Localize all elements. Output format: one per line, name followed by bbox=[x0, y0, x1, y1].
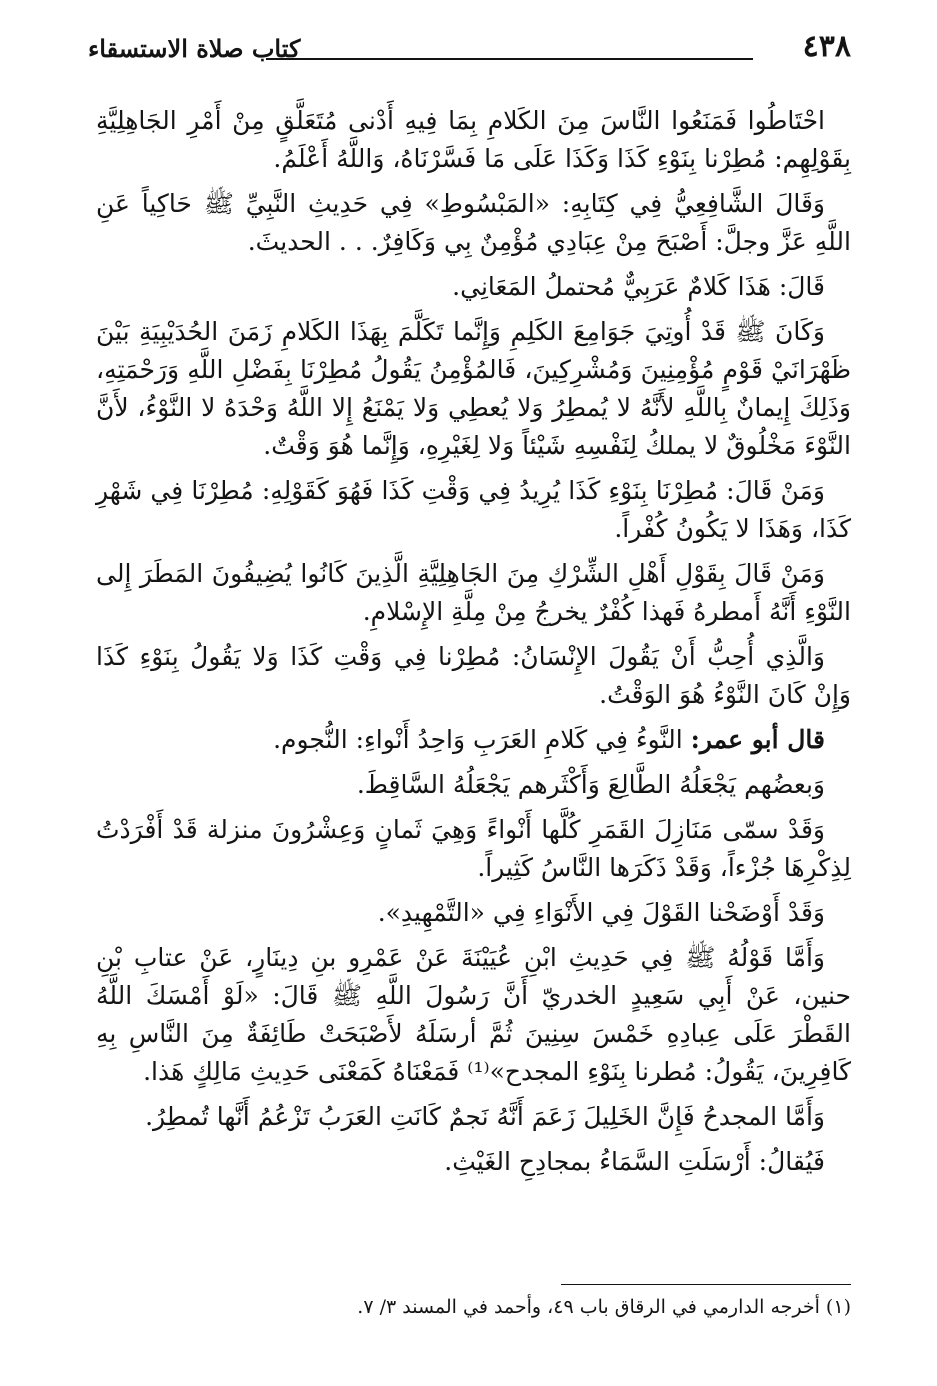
paragraph: فَيُقالُ: أَرْسَلَتِ السَّمَاءُ بمجادِحِ الغَيْثِ. bbox=[444, 1147, 825, 1176]
main-text bbox=[96, 102, 851, 1188]
paragraph: وَكَانَ ﷺ قَدْ أُوتِيَ جَوَامِعَ الكَلِمِ وَإِنَّما تَكَلَّمَ بِهَذَا الكَلامِ زَمَنَ الحُدَيْبِيَةِ بَيْنَ ظَهْرَانَيْ قَوْمٍ مُؤْمِنِينَ وَمُشْرِكِينَ، فَالمُؤْمِنُ يَقُولُ مُطِرْنَا بِفَضْلِ اللَّهِ وَرَحْمَتِهِ، وَذَلِكَ إِيمانٌ بِاللَّهِ لأَنَّهُ لا يُمطِرُ وَلا يُعطِي وَلا يَمْنَعُ إِلا اللَّهُ وَحْدَهُ لا النَّوْءُ، لأَنَّ النَّوْءَ مَخْلُوقٌ لا يملكُ لِنَفْسِهِ شَيْئاً وَلا لِغَيْرِهِ، وَإِنَّما هُوَ وَقْتٌ. bbox=[96, 317, 851, 460]
paragraph: وَقَدْ سمّى مَنَازِلَ القَمَرِ كُلَّها أَنْواءً وَهِيَ ثَمانٍ وَعِشْرُونَ منزلة قَدْ أَفْرَدْتُ لِذِكْرِهَا جُزْءاً، وَقَدْ ذَكَرَها النَّاسُ كَثِيراً. bbox=[96, 815, 851, 882]
abu-umar-paragraph bbox=[96, 721, 851, 759]
page-number: ٤٣٨ bbox=[802, 29, 851, 64]
paragraph: وَأَمَّا المجدحُ فَإِنَّ الخَلِيلَ زَعَمَ أَنَّهُ نَجمٌ كَانَتِ العَرَبُ تَزْعُمُ أَنَّها تُمطِرُ. bbox=[145, 1102, 825, 1131]
running-title: كتاب صلاة الاستسقاء bbox=[88, 34, 301, 63]
paragraph: وَمَنْ قَالَ: مُطِرْنَا بِنَوْءِ كَذَا يُرِيدُ فِي وَقْتِ كَذَا فَهُوَ كَقَوْلِهِ: مُطِرْنَا فِي شَهْرِ كَذَا، وَهَذَا لا يَكُونُ كُفْراً. bbox=[96, 476, 851, 543]
paragraph: وَمَنْ قَالَ بِقَوْلِ أَهْلِ الشِّرْكِ مِنَ الجَاهِلِيَّةِ الَّذِينَ كَانُوا يُضِيفُونَ المَطَرَ إِلى النَّوْءِ أَنَّهُ أَمطرهُ فَهذا كُفْرٌ يخرجُ مِنْ مِلَّةِ الإِسْلامِ. bbox=[96, 559, 851, 626]
paragraph: وَقَالَ الشَّافِعِيُّ فِي كِتَابِهِ: «المَبْسُوطِ» فِي حَدِيثِ النَّبِيِّ ﷺ حَاكِياً عَنِ اللَّهِ عَزَّ وجلَّ: أَصْبَحَ مِنْ عِبَادِي مُؤْمِنٌ بِي وَكَافِرٌ. . . الحديثَ. bbox=[96, 189, 851, 256]
paragraph: قَالَ: هَذَا كَلامٌ عَرَبِيٌّ مُحتملُ المَعَانِي. bbox=[452, 272, 825, 301]
header-rule bbox=[266, 58, 753, 60]
footnote: (١) أخرجه الدارمي في الرقاق باب ٤٩، وأحمد في المسند ٣/ ٧. bbox=[357, 1296, 851, 1318]
page-header bbox=[88, 28, 851, 68]
paragraph: وَأَمَّا قَوْلُهُ ﷺ فِي حَدِيثِ ابْنِ عُيَيْنَةَ عَنْ عَمْرِو بنِ دِينَارٍ، عَنْ عتابِ بْنِ حنين، عَنْ أَبِي سَعِيدٍ الخدريّ أَنَّ رَسُولَ اللَّهِ ﷺ قَالَ: «لَوْ أَمْسَكَ اللَّهُ القَطْرَ عَلَى عِبادِهِ خَمْسَ سِنِينَ ثُمَّ أرسَلَهُ لأَصْبَحَتْ طَائِفَةٌ مِنَ النَّاسِ بِهِ كَافِرِينَ، يَقُولُ: مُطرنا بِنَوْءِ المجدح»⁽¹⁾ فَمَعْنَاهُ كَمَعْنَى حَدِيثِ مَالِكٍ هَذا. bbox=[96, 943, 851, 1086]
footnote-rule bbox=[561, 1284, 851, 1285]
paragraph: احْتَاطُوا فَمَنَعُوا النَّاسَ مِنَ الكَلامِ بِمَا فِيهِ أَدْنى مُتَعَلَّقٍ مِنْ أَمْرِ الجَاهِلِيَّةِ بِقَوْلِهِم: مُطِرْنا بِنَوْءِ كَذَا وَكَذَا عَلَى مَا فَسَّرْنَاهُ، وَاللَّهُ أَعْلَمُ. bbox=[96, 106, 851, 173]
paragraph: وَبعضُهم يَجْعَلُهُ الطَّالِعَ وَأَكْثَرهم يَجْعَلُهُ السَّاقِطَ. bbox=[356, 770, 825, 799]
paragraph: وَقَدْ أَوْضَحْنا القَوْلَ فِي الأَنْوَاءِ فِي «التَّمْهِيدِ». bbox=[377, 898, 825, 927]
speaker-label: قال أبو عمر: bbox=[690, 725, 825, 754]
abu-umar-text: النَّوءُ فِي كَلامِ العَرَبِ وَاحِدُ أَنْواءِ: النُّجوم. bbox=[273, 725, 683, 754]
paragraph: وَالَّذِي أُحِبُّ أَنْ يَقُولَ الإِنْسَانُ: مُطِرْنا فِي وَقْتِ كَذَا وَلا يَقُولُ بِنَوْءِ كَذَا وَإِنْ كَانَ النَّوْءُ هُوَ الوَقْتُ. bbox=[96, 642, 851, 709]
